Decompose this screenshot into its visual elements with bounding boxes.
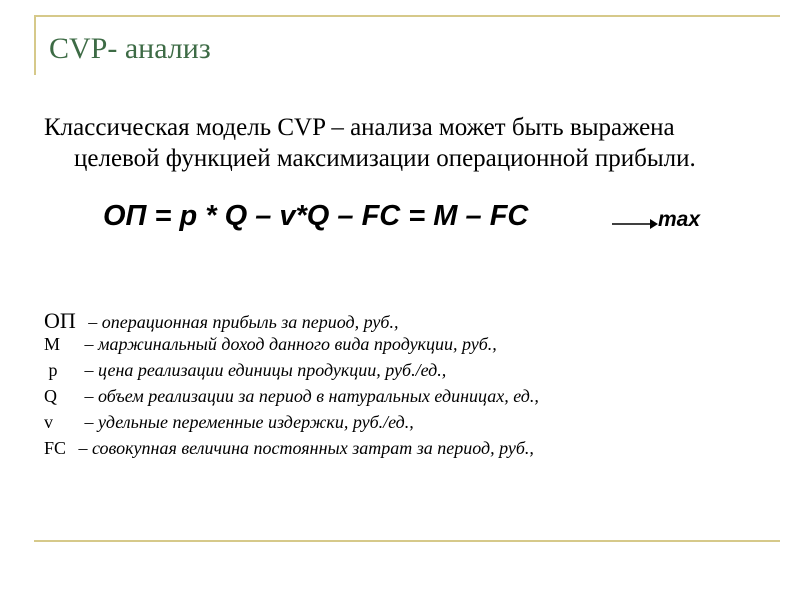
arrow-right-icon — [612, 215, 658, 233]
definition-symbol: ОП — [44, 308, 76, 333]
intro-paragraph — [44, 112, 764, 174]
definition-p — [44, 360, 446, 381]
definition-text: – операционная прибыль за период, руб., — [88, 312, 399, 332]
definition-op — [44, 308, 398, 334]
bottom-decorative-rule — [34, 540, 780, 542]
top-decorative-rule — [34, 15, 780, 17]
definition-symbol: p — [44, 360, 58, 380]
definition-symbol: М — [44, 334, 61, 354]
definition-q — [44, 386, 539, 407]
definition-text: – цена реализации единицы продукции, руб./ед., — [84, 360, 447, 380]
definition-v — [44, 412, 414, 433]
formula-target: max — [658, 208, 701, 231]
intro-line-1: Классическая модель CVP – анализа может быть выражена — [44, 114, 675, 141]
profit-formula: ОП = p * Q – v*Q – FC = M – FC — [103, 200, 529, 232]
definition-m — [44, 334, 497, 355]
left-decorative-rule — [34, 15, 36, 75]
intro-line-2: целевой функцией максимизации операционной прибыли. — [74, 145, 696, 172]
definition-symbol: v — [44, 412, 53, 432]
definition-text: – маржинальный доход данного вида продукции, руб., — [84, 334, 497, 354]
definition-text: – объем реализации за период в натуральных единицах, ед., — [84, 386, 539, 406]
slide-title: CVP- анализ — [49, 32, 211, 65]
definition-fc — [44, 438, 534, 459]
definition-text: – удельные переменные издержки, руб./ед., — [84, 412, 414, 432]
definition-text: – совокупная величина постоянных затрат за период, руб., — [78, 438, 534, 458]
definition-symbol: FC — [44, 438, 67, 458]
definition-symbol: Q — [44, 386, 57, 406]
